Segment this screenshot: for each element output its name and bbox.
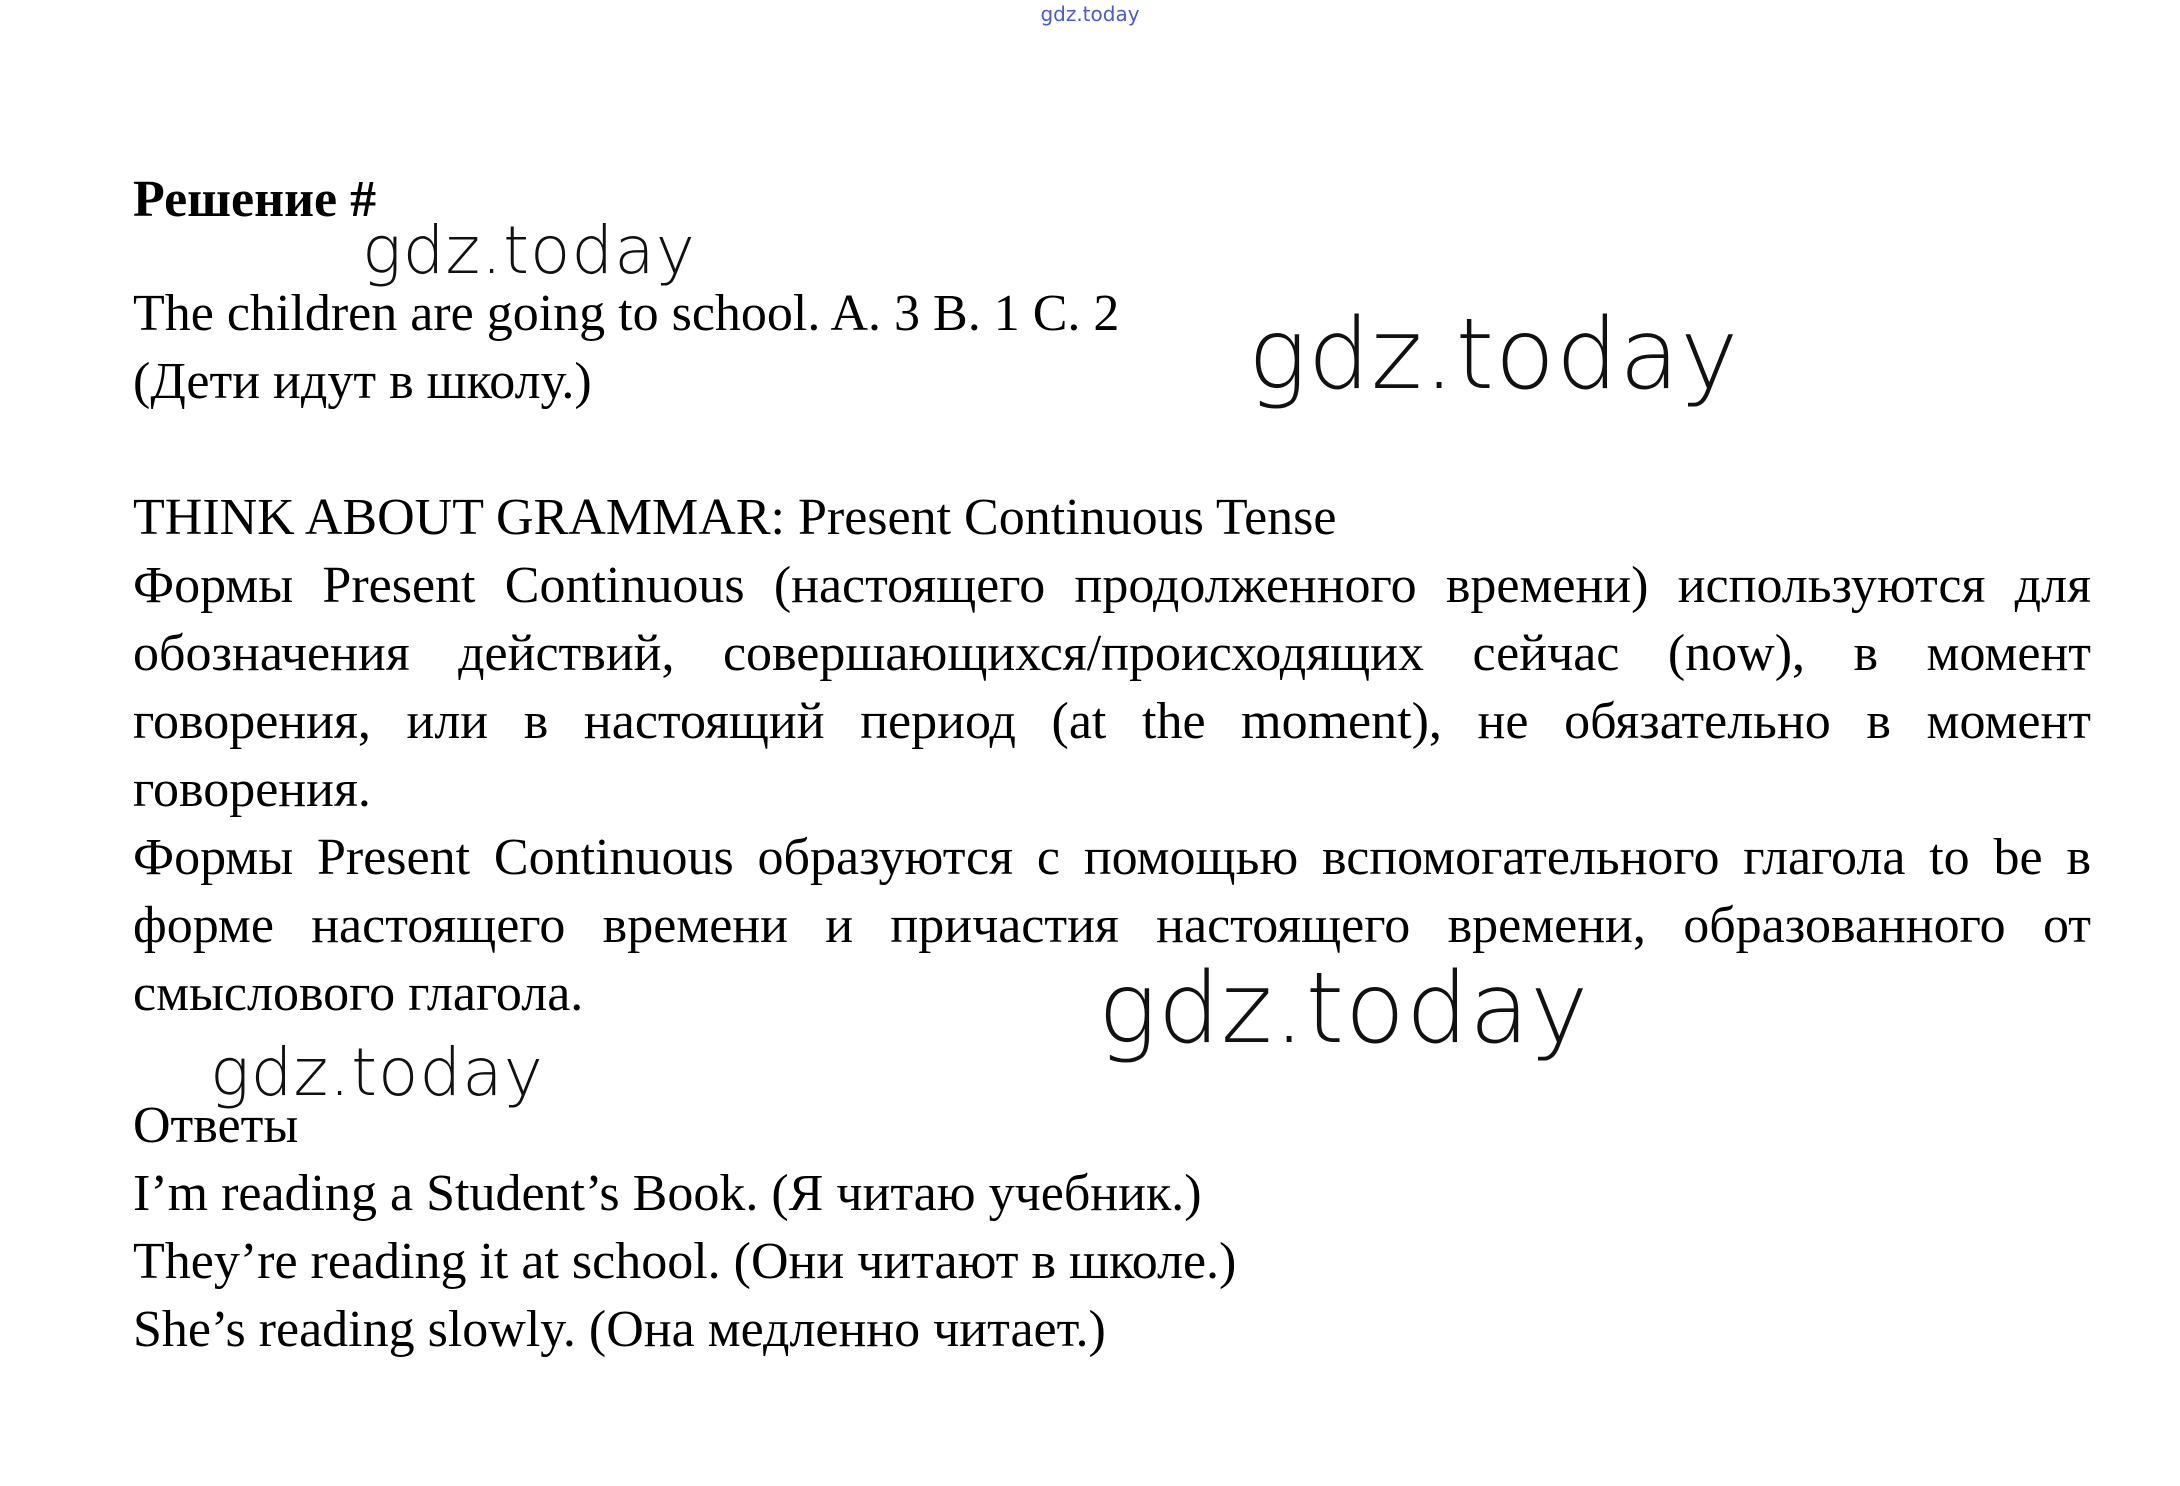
task-line-english: The children are going to school. A. 3 B. 1 C. 2	[133, 285, 1120, 342]
top-watermark: gdz.today	[1040, 2, 1140, 26]
answer-line-2: They’re reading it at school. (Они читают в школе.)	[133, 1233, 1237, 1290]
answer-line-3: She’s reading slowly. (Она медленно читает.)	[133, 1301, 1106, 1358]
answers-title: Ответы	[133, 1097, 299, 1154]
grammar-paragraph-2: Формы Present Continuous образуются с помощью вспомогательного глагола to be в форме настоящего времени и причастия настоящего времени, образованного от смыслового глагола.	[133, 829, 2091, 1022]
watermark-2: gdz.today	[1248, 298, 1740, 412]
watermark-3: gdz.today	[1098, 952, 1590, 1066]
task-line-translation: (Дети идут в школу.)	[133, 353, 592, 410]
answer-line-1: I’m reading a Student’s Book. (Я читаю учебник.)	[133, 1165, 1202, 1222]
grammar-title: THINK ABOUT GRAMMAR: Present Continuous Tense	[133, 489, 1337, 546]
watermark-1: gdz.today	[362, 212, 696, 289]
watermark-4: gdz.today	[210, 1034, 544, 1111]
solution-heading: Решение #	[133, 171, 377, 228]
grammar-paragraph-1: Формы Present Continuous (настоящего продолженного времени) используются для обозначения действий, совершающихся/происходящих сейчас (now), в момент говорения, или в настоящий период (at the moment), не обязательно в момент говорения.	[133, 557, 2091, 818]
